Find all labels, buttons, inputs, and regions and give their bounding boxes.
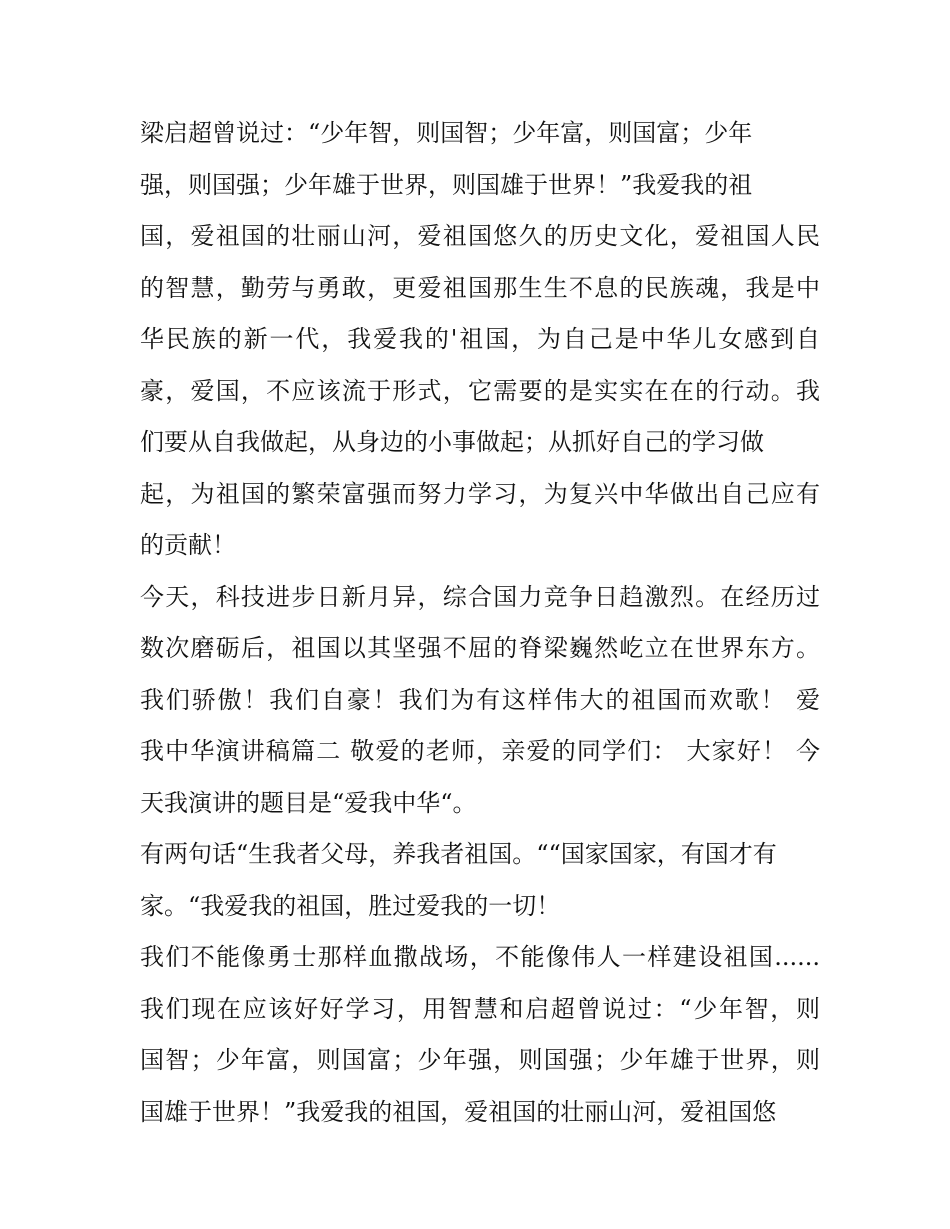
text-line: 的贡献！ (140, 531, 236, 559)
text-line: 起，为祖国的繁荣富强而努力学习，为复兴中华做出自己应有 (140, 479, 820, 508)
text-line: 我们骄傲！我们自豪！我们为有这样伟大的祖国而欢歌！ 爱 (140, 685, 820, 714)
text-line: 国，爱祖国的壮丽山河，爱祖国悠久的历史文化，爱祖国人民 (140, 222, 820, 250)
body-text (140, 108, 820, 1138)
text-line: 国雄于世界！”我爱我的祖国，爱祖国的壮丽山河，爱祖国悠 (140, 1097, 777, 1126)
text-line: 今天，科技进步日新月异，综合国力竞争日趋激烈。在经历过 (140, 582, 820, 611)
text-line: 有两句话“生我者父母，养我者祖国。““国家国家，有国才有 (140, 840, 777, 868)
text-line: 强，则国强；少年雄于世界，则国雄于世界！”我爱我的祖 (140, 170, 753, 199)
text-line: 们要从自我做起，从身边的小事做起；从抓好自己的学习做 (140, 428, 764, 456)
text-line: 豪，爱国，不应该流于形式，它需要的是实实在在的行动。我 (140, 376, 820, 405)
text-line: 国智；少年富，则国富；少年强，则国强；少年雄于世界，则 (140, 1046, 820, 1074)
text-line: 的智慧，勤劳与勇敢，更爱祖国那生生不息的民族魂，我是中 (140, 273, 820, 302)
text-line: 我们不能像勇士那样血撒战场，不能像伟人一样建设祖国...... (140, 943, 820, 971)
text-line: 家。“我爱我的祖国，胜过爱我的一切！ (140, 891, 561, 920)
text-line: 我中华演讲稿篇二 敬爱的老师，亲爱的同学们： 大家好！ 今 (140, 737, 820, 765)
text-line: 我们现在应该好好学习，用智慧和启超曾说过：“少年智，则 (140, 994, 820, 1023)
text-line: 天我演讲的题目是“爱我中华“。 (140, 788, 477, 817)
text-line: 数次磨砺后，祖国以其坚强不屈的脊梁巍然屹立在世界东方。 (140, 634, 820, 662)
text-line: 华民族的新一代，我爱我的'祖国，为自己是中华儿女感到自 (140, 325, 820, 353)
text-line: 梁启超曾说过：“少年智，则国智；少年富，则国富；少年 (140, 119, 753, 147)
